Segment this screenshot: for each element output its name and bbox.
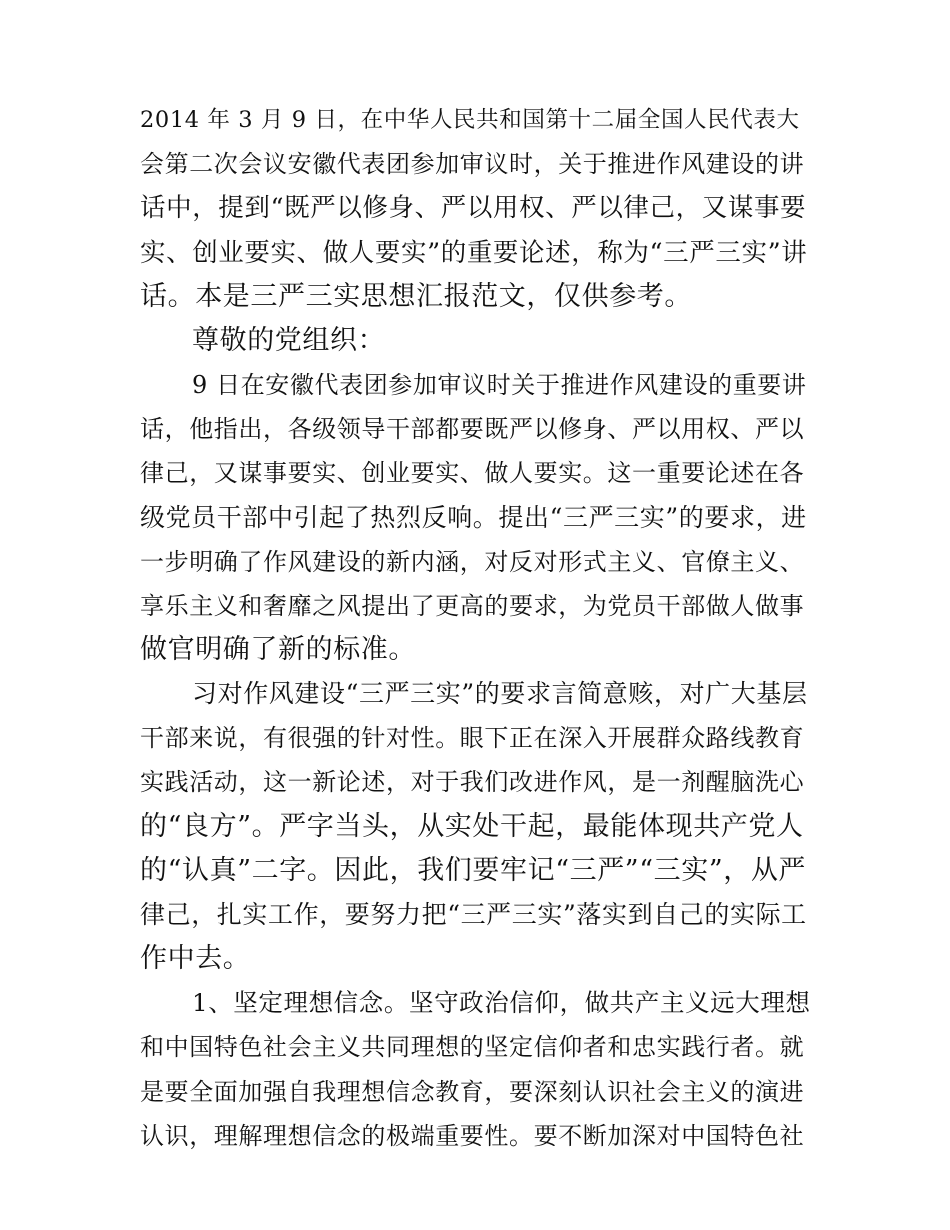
text-line: 会第二次会议安徽代表团参加审议时，关于推进作风建设的讲: [140, 150, 805, 178]
text-line: 律己，又谋事要实、创业要实、做人要实。这一重要论述在各: [140, 459, 805, 487]
text-line: 一步明确了作风建设的新内涵，对反对形式主义、官僚主义、: [140, 548, 805, 576]
text-line: 是要全面加强自我理想信念教育，要深刻认识社会主义的演进: [140, 1078, 805, 1106]
text-line: 和中国特色社会主义共同理想的坚定信仰者和忠实践行者。就: [140, 1033, 805, 1061]
text-line: 做官明确了新的标准。: [140, 634, 416, 665]
text-line: 级党员干部中引起了热烈反响。提出“三严三实”的要求，进: [140, 503, 807, 532]
text-line: 实、创业要实、做人要实”的重要论述，称为“三严三实”讲: [140, 238, 808, 268]
text-line: 的“认真”二字。因此，我们要牢记“三严”“三实”，从严: [140, 855, 807, 886]
text-line: 认识，理解理想信念的极端重要性。要不断加深对中国特色社: [140, 1122, 805, 1150]
text-line: 作中去。: [140, 943, 251, 974]
salutation: 尊敬的党组织：: [192, 325, 386, 356]
text-line: 话，他指出，各级领导干部都要既严以修身、严以用权、严以: [140, 415, 805, 443]
text-line: 的“良方”。严字当头，从实处干起，最能体现共产党人: [140, 811, 804, 842]
text-line: 实践活动，这一新论述，对于我们改进作风，是一剂醒脑洗心: [140, 768, 805, 796]
text-line: 习对作风建设“三严三实”的要求言简意赅，对广大基层: [192, 679, 808, 708]
text-line: 9 日在安徽代表团参加审议时关于推进作风建设的重要讲: [192, 371, 807, 399]
text-line: 享乐主义和奢靡之风提出了更高的要求，为党员干部做人做事: [140, 592, 805, 620]
text-line: 律己，扎实工作，要努力把“三严三实”落实到自己的实际工: [140, 900, 807, 929]
text-line: 话中，提到“既严以修身、严以用权、严以律己，又谋事要: [140, 193, 807, 223]
text-line: 干部来说，有很强的针对性。眼下正在深入开展群众路线教育: [140, 724, 805, 752]
text-line: 2014 年 3 月 9 日，在中华人民共和国第十二届全国人民代表大: [140, 107, 800, 133]
text-line: 1、坚定理想信念。坚守政治信仰，做共产主义远大理想: [192, 988, 811, 1017]
text-line: 话。本是三严三实思想汇报范文，仅供参考。: [140, 281, 692, 312]
